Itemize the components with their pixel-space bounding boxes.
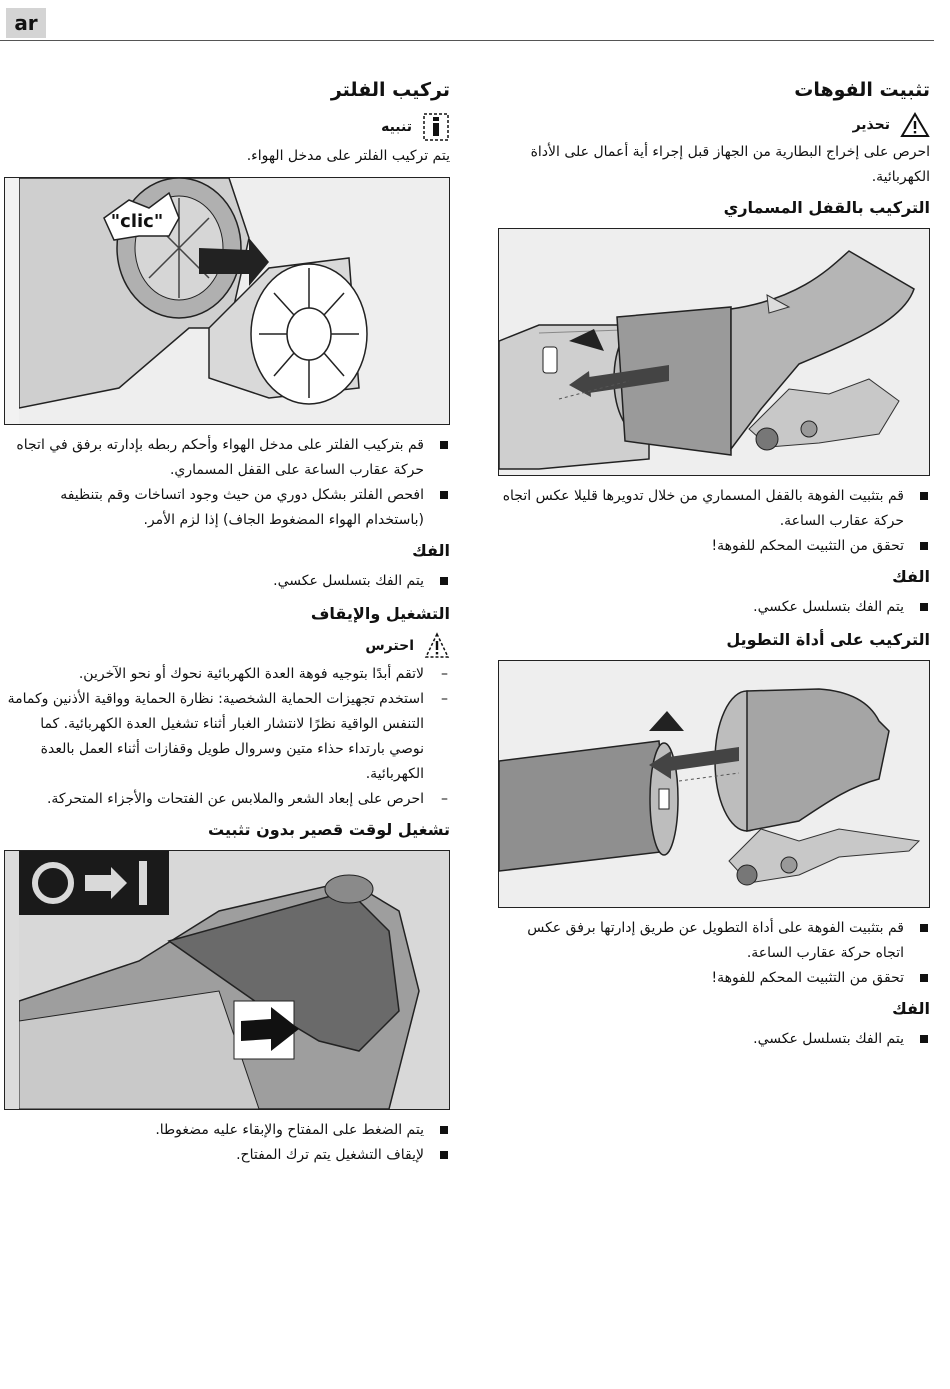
extension-steps: [498, 916, 930, 991]
filter-illustration: [19, 178, 449, 424]
right-column: [498, 76, 930, 1058]
caution-block: [4, 632, 450, 660]
bayonet-figure: [498, 228, 930, 476]
removal-list-2: [498, 1027, 930, 1052]
switch-illustration: [19, 851, 449, 1109]
filter-step-1: قم بتركيب الفلتر على مدخل الهواء وأحكم ربطه بإدارته برفق في اتجاه حركة عقارب الساعة على القفل المسماري.: [4, 433, 424, 483]
momentary-title: تشغيل لوقت قصير بدون تثبيت: [208, 820, 450, 839]
removal-title-2: الفك: [892, 999, 930, 1018]
bayonet-steps: [498, 484, 930, 559]
removal-step-2: يتم الفك بتسلسل عكسي.: [498, 1027, 904, 1052]
caution-list: [4, 662, 450, 812]
removal-step-1: يتم الفك بتسلسل عكسي.: [498, 595, 904, 620]
bayonet-illustration: [499, 229, 929, 475]
removal-title-1: الفك: [892, 567, 930, 586]
caution-item-1: – لاتقم أبدًا بتوجيه فوهة العدة الكهربائية نحوك أو نحو الآخرين.: [4, 662, 424, 687]
removal-list-1: [498, 595, 930, 620]
warning-text: احرص على إخراج البطارية من الجهاز قبل إجراء أية أعمال على الأداة الكهربائية.: [530, 144, 930, 185]
left-removal-list: [4, 569, 450, 594]
bayonet-step-1: قم بتثبيت الفوهة بالقفل المسماري من خلال تدويرها قليلا عكس اتجاه حركة عقارب الساعة.: [498, 484, 904, 534]
momentary-step-2: لإيقاف التشغيل يتم ترك المفتاح.: [4, 1143, 424, 1168]
filter-figure: [4, 177, 450, 425]
filter-step-2: افحص الفلتر بشكل دوري من حيث وجود اتساخات وقم بتنظيفه (باستخدام الهواء المضغوط الجاف) إذا لزم الأمر.: [4, 483, 424, 533]
header-rule: [0, 40, 934, 41]
warning-label: تحذير: [852, 117, 890, 133]
caution-item-3: – احرص على إبعاد الشعر والملابس عن الفتحات والأجزاء المتحركة.: [4, 787, 424, 812]
language-tag: ar: [6, 8, 46, 38]
note-label: تنبيه: [381, 119, 412, 135]
bayonet-step-2: تحقق من التثبيت المحكم للفوهة!: [498, 534, 904, 559]
extension-figure: [498, 660, 930, 908]
left-removal-step: يتم الفك بتسلسل عكسي.: [4, 569, 424, 594]
nozzles-title: تثبيت الفوهات: [794, 79, 930, 101]
warning-block: [498, 112, 930, 138]
momentary-steps: [4, 1118, 450, 1168]
caution-icon: [424, 632, 450, 660]
left-removal-title: الفك: [412, 541, 450, 560]
extension-illustration: [499, 661, 929, 907]
extension-step-1: قم بتثبيت الفوهة على أداة التطويل عن طريق إدارتها برفق عكس اتجاه حركة عقارب الساعة.: [498, 916, 904, 966]
caution-item-2: – استخدم تجهيزات الحماية الشخصية: نظارة الحماية وواقية الأذنين وكمامة التنفس الواقية نظرًا لانتشار الغبار أثناء تشغيل العدة الكهربائية. كما نوصي بارتداء حذاء متين وسروال طويل وقفازات أثناء العمل بالعدة الكهربائية.: [4, 687, 424, 787]
caution-label: احترس: [365, 638, 414, 654]
note-text: يتم تركيب الفلتر على مدخل الهواء.: [246, 148, 450, 164]
warning-triangle-icon: [900, 112, 930, 138]
switch-figure: [4, 850, 450, 1110]
bayonet-title: التركيب بالقفل المسماري: [723, 198, 930, 217]
extension-title: التركيب على أداة التطويل: [726, 630, 930, 649]
momentary-step-1: يتم الضغط على المفتاح والإبقاء عليه مضغوطا.: [4, 1118, 424, 1143]
filter-steps: [4, 433, 450, 533]
extension-step-2: تحقق من التثبيت المحكم للفوهة!: [498, 966, 904, 991]
info-icon: [422, 112, 450, 142]
onoff-title: التشغيل والإيقاف: [310, 604, 450, 623]
note-block: [4, 112, 450, 142]
clic-label: "clic": [110, 211, 164, 232]
filter-title: تركيب الفلتر: [330, 79, 450, 101]
left-column: [4, 76, 450, 1174]
